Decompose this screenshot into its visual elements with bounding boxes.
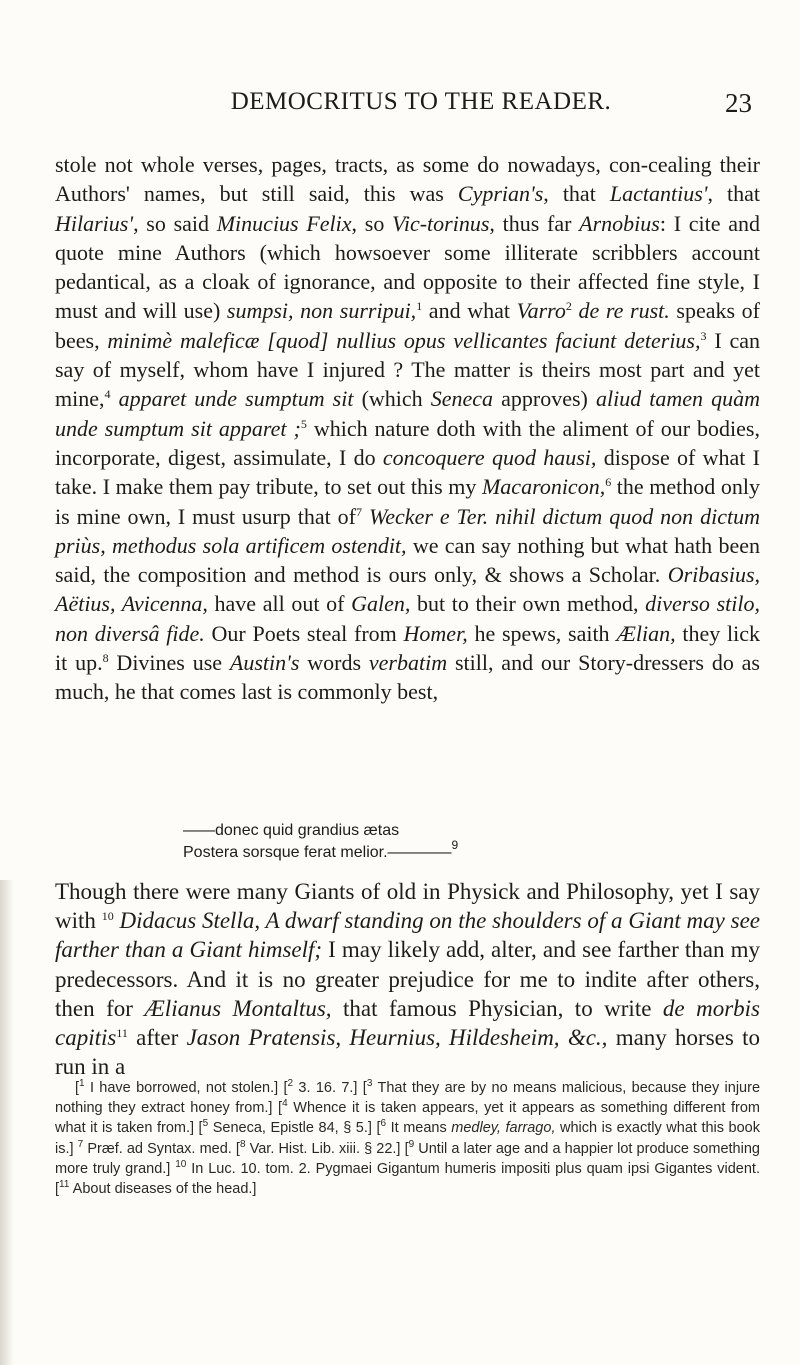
footnote-block: [$^1$ I have borrowed, not stolen.] [$^2$ 3. 16. 7.] [$^3$ That they are by no means malicious, because they injure nothing they extract honey from.] [$^4$ Whence it is taken appears, yet it appears as something different from what it is taken from.] [$^5$ Seneca, Epistle 84, § 5.] [$^6$ It means medley, farrago, which is exactly what this book is.] $^7$ Præf. ad Syntax. med. [$^8$ Var. Hist. Lib. xiii. § 22.] [$^9$ Until a later age and a happier lot produce something more truly grand.] $^{10}$ In Luc. 10. tom. 2. Pygmaei Gigantum humeris impositi plus quam ipsi Gigantes vident. [$^{11}$ About diseases of the head.]: [55, 1078, 761, 1198]
footnote-text: It means: [390, 1120, 452, 1137]
text-run: , so said: [133, 210, 217, 236]
verse-quotation: [183, 820, 603, 864]
italic-run: Arnobius: [579, 210, 660, 236]
text-run: approves): [493, 386, 596, 412]
text-run: Divines use: [108, 650, 230, 676]
text-run: after: [127, 1025, 187, 1051]
italic-run: Jason Pratensis, Heurnius, Hildesheim, &c.,: [186, 1025, 608, 1051]
footnote-number: 1: [79, 1078, 85, 1089]
italic-run: Vic-torinus: [392, 210, 490, 236]
italic-run: Cyprian's: [457, 181, 544, 207]
text-run: still, and our Story-dressers do as much, he that comes last is commonly best,: [55, 650, 760, 705]
footnote-ref-4: 4: [104, 387, 111, 402]
italic-run: minimè maleficæ [quod] nullius opus vellicantes faciunt deterius,: [107, 327, 701, 353]
italic-run: verbatim: [368, 650, 448, 676]
footnote-ref-2: 2: [565, 299, 572, 314]
verse-line-1: ——donec quid grandius ætas: [183, 822, 400, 839]
text-run: , thus far: [489, 210, 580, 236]
italic-run: de re rust.: [578, 298, 670, 324]
footnote-ref-6: 6: [605, 475, 612, 490]
italic-run: sumpsi, non surripui,: [226, 298, 417, 324]
text-run: but to their own method,: [410, 591, 646, 617]
footnote-number: 10: [175, 1158, 187, 1170]
text-run: I may likely add, alter, and see farther than my predecessors. And it is no greater prejudice for me to indite after others, then for: [55, 937, 760, 1021]
footnote-text: That they are by no means malicious, because they injure nothing they extract honey from.] [: [55, 1080, 761, 1117]
text-run: , so: [351, 210, 393, 236]
footnote-text: 3. 16. 7.] [: [298, 1080, 367, 1096]
footnote-ref-5: 5: [300, 416, 307, 431]
italic-run: Homer,: [403, 620, 468, 646]
text-run: that famous Physician, to write: [331, 995, 663, 1021]
running-title: DEMOCRITUS TO THE READER.: [230, 88, 612, 115]
text-run: we can say nothing but what hath been said, the composition and method is ours only, & shows a Scholar.: [55, 532, 760, 588]
footnote-text: About diseases of the head.]: [72, 1181, 257, 1198]
text-run: dispose of what I take. I make them pay tribute, to set out this my: [55, 444, 760, 500]
footnote-number: 2: [287, 1078, 294, 1089]
page-edge-shadow: [0, 880, 14, 1365]
footnote-text: which is exactly what this book is.]: [55, 1120, 760, 1157]
text-run: , that: [707, 181, 760, 207]
italic-run: Austin's: [229, 650, 300, 676]
footnote-number: 9: [408, 1138, 415, 1150]
text-run: stole not whole verses, pages, tracts, as some do nowadays, con-cealing their Authors' names, but still said, this was: [55, 152, 760, 207]
footnote-text: I have borrowed, not stolen.] [: [89, 1080, 288, 1096]
page-header: [90, 88, 752, 128]
text-run: speaks of bees,: [55, 298, 760, 353]
footnote-text: Præf. ad Syntax. med. [: [87, 1140, 240, 1157]
italic-run: Minucius Felix: [216, 210, 352, 236]
text-run: many horses to run in a: [55, 1025, 760, 1080]
footnote-number: 4: [282, 1098, 288, 1110]
italic-run: de morbis capitis: [55, 995, 760, 1051]
italic-run: Galen,: [351, 591, 411, 617]
footnote-number: 3: [366, 1078, 373, 1089]
italic-run: Wecker e Ter. nihil dictum quod non dictum priùs, methodus sola artificem ostendit,: [55, 503, 760, 558]
text-run: [111, 386, 119, 411]
paragraph-1: [55, 150, 760, 707]
italic-run: apparet unde sumptum sit: [118, 386, 354, 412]
italic-run: Lactantius': [609, 181, 708, 207]
text-run: Our Poets steal from: [204, 620, 404, 646]
italic-run: Varro: [516, 298, 566, 324]
text-run: [572, 298, 579, 323]
page-number: 23: [725, 88, 752, 118]
italic-run: Macaronicon,: [481, 474, 606, 500]
italic-run: Ælianus Montaltus,: [144, 995, 332, 1021]
footnote-text: Seneca, Epistle 84, § 5.] [: [212, 1120, 381, 1137]
footnote-ref-9: 9: [451, 838, 459, 852]
text-run: have all out of: [207, 591, 352, 617]
footnote-ref-3: 3: [700, 328, 707, 343]
second-paragraph: [55, 877, 760, 1081]
footnote-number: 6: [380, 1118, 387, 1130]
italic-run: Ælian,: [616, 620, 676, 646]
footnote-number: 11: [59, 1179, 70, 1191]
text-run: , that: [543, 181, 610, 207]
text-run: : I cite and quote mine Authors (which howsoever some illiterate scribblers account pedantical, as a cloak of ignorance, and opposite to their affected fine style, I must and will use): [55, 210, 760, 324]
footnote-italic: medley, farrago,: [451, 1120, 556, 1137]
footnote-number: 5: [202, 1118, 209, 1130]
italic-run: Oribasius, Aëtius, Avicenna,: [55, 562, 760, 617]
text-run: [362, 504, 369, 529]
italic-run: aliud tamen quàm unde sumptum sit apparet ;: [55, 386, 761, 441]
text-run: they lick it up.: [55, 620, 761, 676]
main-paragraph: [55, 150, 760, 707]
footnote-ref-1: 1: [416, 299, 423, 314]
footnote-text: Var. Hist. Lib. xiii. § 22.] [: [249, 1140, 409, 1157]
footnotes: [55, 1078, 760, 1199]
text-run: the method only is mine own, I must usurp that of: [55, 474, 760, 529]
text-run: Though there were many Giants of old in Physick and Philosophy, yet I say with: [55, 879, 760, 934]
italic-run: Didacus Stella, A dwarf standing on the shoulders of a Giant may see farther than a Giant himself;: [55, 908, 761, 963]
footnote-text: In Luc. 10. tom. 2. Pygmaei Gigantum humeris impositi plus quam ipsi Gigantes vident. [: [55, 1160, 760, 1198]
text-run: I can say of myself, whom have I injured ? The matter is theirs most part and yet mine,: [55, 327, 760, 412]
text-run: he spews, saith: [467, 620, 617, 646]
verse-line-2: [183, 838, 603, 864]
footnote-ref-7: 7: [356, 504, 363, 519]
italic-run: Seneca: [430, 386, 494, 412]
italic-run: diverso stilo, non diversâ fide.: [55, 591, 760, 646]
italic-run: concoquere quod hausi,: [382, 444, 597, 470]
italic-run: Hilarius': [55, 210, 134, 236]
text-run: and what: [422, 298, 517, 324]
footnote-text: Whence it is taken appears, yet it appears as something different from what it is taken from.] [: [55, 1100, 761, 1137]
footnote-ref-10: 10: [101, 909, 114, 924]
footnote-number: 7: [77, 1138, 84, 1150]
text-run: words: [299, 650, 369, 676]
paragraph-2: [55, 877, 760, 1081]
footnote-number: 8: [239, 1138, 246, 1150]
footnote-text: Until a later age and a happier lot produce something more truly grand.]: [55, 1140, 760, 1177]
verse-line-2-text: Postera sorsque ferat melior.————: [183, 844, 452, 861]
footnote-ref-11: 11: [116, 1026, 128, 1041]
text-run: (which: [353, 386, 431, 412]
footnote-ref-8: 8: [102, 651, 109, 666]
text-run: which nature doth with the aliment of our bodies, incorporate, digest, assimulate, I do: [55, 415, 760, 470]
